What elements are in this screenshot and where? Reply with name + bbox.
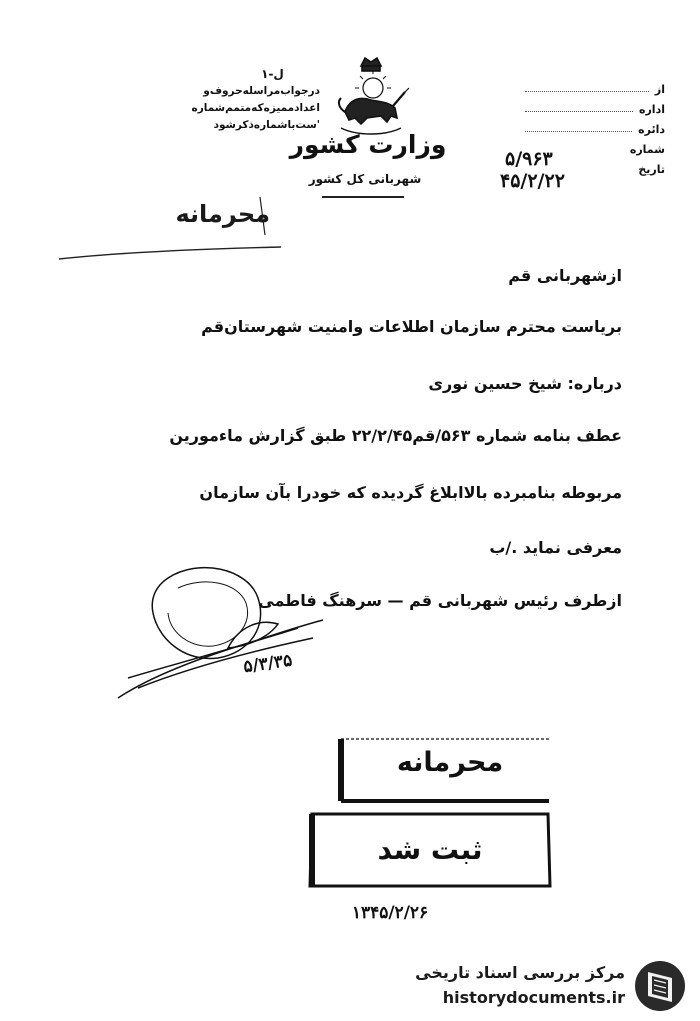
registered-stamp: ثبت شد xyxy=(377,833,483,866)
meta-label: شماره xyxy=(629,143,665,156)
archive-name: مرکز بررسی اسناد تاریخی xyxy=(415,963,625,982)
meta-row-from xyxy=(505,76,665,96)
body-text-line: عطف بنامه شماره ۵۶۳/قم۲۲/۲/۴۵ طبق گزارش ماءمورین xyxy=(169,426,622,445)
ministry-title: وزارت کشور xyxy=(289,130,447,159)
province-office: شهربانی کل کشور xyxy=(308,172,422,186)
signatory-line: ازطرف رئیس شهربانی قم — سرهنگ فاطمی xyxy=(258,591,622,610)
confidential-stamp: محرمانه xyxy=(396,747,504,778)
form-code: ل-۱ xyxy=(261,67,284,81)
meta-label: اداره xyxy=(638,103,665,116)
signature-stroke xyxy=(118,620,323,698)
letter-number: ۵/۹۶۳ xyxy=(505,148,553,170)
subject-line: درباره: شیخ حسین نوری xyxy=(428,374,622,393)
meta-label: از xyxy=(654,83,665,96)
archive-url: historydocuments.ir xyxy=(442,988,625,1007)
archive-logo-icon xyxy=(632,958,688,1014)
sender-line: ازشهربانی قم xyxy=(508,266,622,285)
meta-row-office xyxy=(505,116,665,136)
reply-instruction-line: اعدادممیزه‌که‌متمم‌شماره xyxy=(191,102,320,114)
meta-row-department xyxy=(505,96,665,116)
signature-and-seal xyxy=(108,558,348,708)
meta-label: دائره xyxy=(638,123,665,136)
registered-stamp-date: ۱۳۴۵/۲/۲۶ xyxy=(351,903,429,923)
signature-number: ۵/۳/۳۵ xyxy=(242,650,294,678)
confidential-stamp-top: محرمانه xyxy=(175,200,270,228)
reply-instruction-line: 'ست‌باشماره‌ذکرشود xyxy=(213,119,320,131)
recipient-line: بریاست محترم سازمان اطلاعات وامنیت شهرستان‌قم xyxy=(201,317,622,336)
reply-instructions xyxy=(185,66,320,134)
reply-instruction-line: درجواب‌مراسله‌حروف‌و xyxy=(203,85,320,97)
body-text-line: معرفی نماید ./ب xyxy=(489,538,622,557)
header-divider xyxy=(322,196,404,198)
meta-label: تاریخ xyxy=(638,163,665,176)
body-text-line: مربوطه بنامبرده بالاابلاغ گردیده که خودرا بآن سازمان xyxy=(199,483,622,502)
letter-date: ۴۵/۲/۲۲ xyxy=(500,170,565,192)
lion-and-sun-emblem-icon xyxy=(327,52,415,140)
